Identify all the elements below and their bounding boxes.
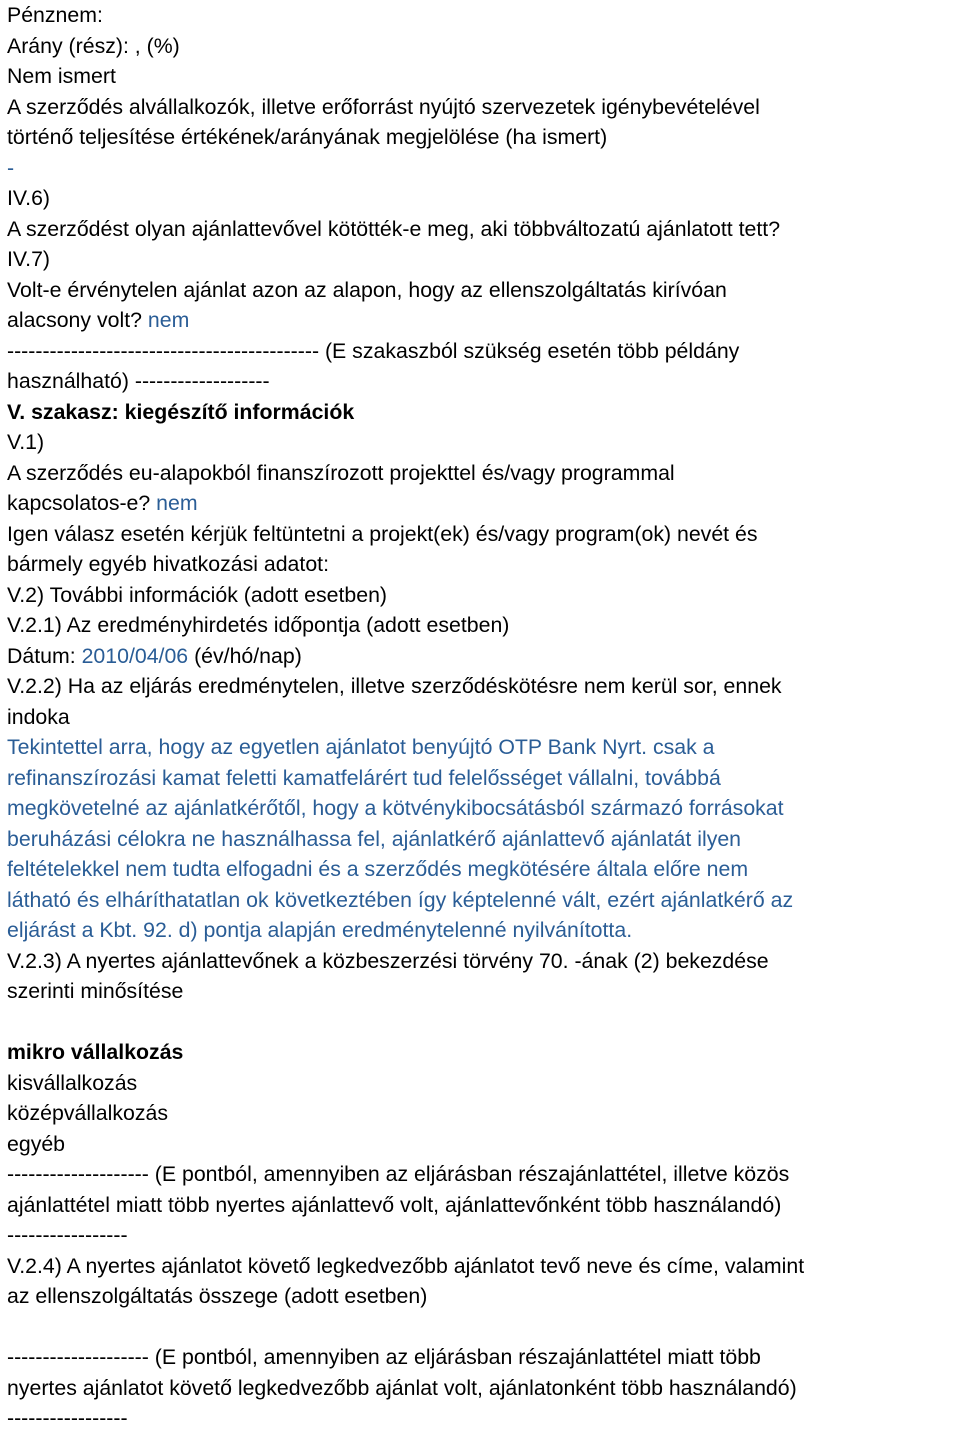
line-label: egyéb	[7, 1131, 66, 1156]
text-line	[7, 244, 960, 275]
line-label: alacsony volt?	[7, 308, 148, 332]
field-value: nem	[156, 491, 198, 515]
text-line	[7, 305, 960, 336]
field-value: eljárást a Kbt. 92. d) pontja alapján eredménytelenné nyilvánította.	[7, 918, 633, 942]
document-body	[7, 0, 960, 1434]
field-value: feltételekkel nem tudta elfogadni és a szerződés megkötésére általa előre nem	[7, 857, 749, 881]
line-label: középvállalkozás	[7, 1101, 168, 1125]
line-label: A szerződés eu-alapokból finanszírozott projekttel és/vagy programmal	[7, 460, 675, 485]
field-value: 2010/04/06	[81, 643, 189, 668]
text-line	[7, 1190, 960, 1221]
field-value: Tekintettel arra, hogy az egyetlen ajánlatot benyújtó OTP Bank Nyrt. csak a	[7, 735, 715, 759]
line-label: A szerződés alvállalkozók, illetve erőforrást nyújtó szervezetek igénybevételével	[7, 94, 760, 119]
line-suffix: (év/hó/nap)	[188, 643, 302, 668]
text-line	[7, 519, 960, 550]
text-line	[7, 1159, 960, 1190]
line-label: indoka	[7, 704, 70, 729]
line-label: -----------------	[7, 1223, 128, 1247]
field-value: refinanszírozási kamat feletti kamatfelárért tud felelősséget vállalni, továbbá	[7, 765, 721, 790]
line-label: az ellenszolgáltatás összege (adott esetben)	[7, 1284, 428, 1308]
field-value: megkövetelné az ajánlatkérőtől, hogy a kötvénykibocsátásból származó forrásokat	[7, 796, 784, 820]
text-line	[7, 0, 960, 31]
text-line	[7, 915, 960, 946]
line-label: Nem ismert	[7, 64, 116, 88]
text-line	[7, 946, 960, 977]
text-line	[7, 854, 960, 885]
text-line	[7, 31, 960, 62]
text-line	[7, 1342, 960, 1373]
line-label: V.2.3) A nyertes ajánlattevőnek a közbeszerzési törvény 70. -ának (2) bekezdése	[7, 948, 769, 973]
text-line	[7, 793, 960, 824]
text-line	[7, 275, 960, 306]
section-heading	[7, 1037, 960, 1068]
text-line	[7, 61, 960, 92]
line-label: IV.6)	[7, 186, 51, 210]
text-line	[7, 1373, 960, 1404]
line-label: -------------------------------------------- (E szakaszból szükség esetén több példány	[7, 338, 740, 363]
text-line	[7, 1098, 960, 1129]
line-label: IV.7)	[7, 247, 51, 271]
text-line	[7, 92, 960, 123]
field-value: nem	[147, 308, 190, 332]
text-line	[7, 671, 960, 702]
text-line	[7, 702, 960, 733]
text-line	[7, 1281, 960, 1312]
line-label: mikro vállalkozás	[7, 1040, 184, 1064]
line-label: A szerződést olyan ajánlattevővel kötötték-e meg, aki többváltozatú ajánlatott tett?	[7, 216, 781, 241]
line-label: történő teljesítése értékének/arányának megjelölése (ha ismert)	[7, 125, 608, 149]
text-line	[7, 122, 960, 153]
line-label: kisvállalkozás	[7, 1070, 138, 1095]
text-line	[7, 214, 960, 245]
line-label: kapcsolatos-e?	[7, 491, 157, 515]
text-line	[7, 336, 960, 367]
text-line	[7, 153, 960, 184]
text-line	[7, 549, 960, 580]
text-line	[7, 885, 960, 916]
text-line	[7, 641, 960, 672]
text-line	[7, 580, 960, 611]
text-line	[7, 1403, 960, 1434]
field-value: beruházási célokra ne használhassa fel, ajánlatkérő ajánlattevő ajánlatát ilyen	[7, 826, 742, 851]
text-line	[7, 183, 960, 214]
line-label: -----------------	[7, 1406, 128, 1430]
text-line	[7, 366, 960, 397]
field-value: -	[7, 155, 15, 180]
blank-line	[7, 1007, 960, 1038]
line-label: V. szakasz: kiegészítő információk	[7, 399, 355, 424]
line-label: V.2) További információk (adott esetben)	[7, 582, 388, 607]
text-line	[7, 458, 960, 489]
section-heading	[7, 397, 960, 428]
line-label: -------------------- (E pontból, amennyiben az eljárásban részajánlattétel miatt több	[7, 1345, 761, 1369]
text-line	[7, 976, 960, 1007]
text-line	[7, 1068, 960, 1099]
line-label: V.1)	[7, 430, 45, 454]
line-label: ajánlattétel miatt több nyertes ajánlattevő volt, ajánlattevőnként több használandó)	[7, 1192, 782, 1217]
line-label: V.2.4) A nyertes ajánlatot követő legkedvezőbb ajánlatot tevő neve és címe, valamint	[7, 1253, 805, 1278]
line-label: Dátum:	[7, 643, 82, 668]
text-line	[7, 1220, 960, 1251]
text-line	[7, 824, 960, 855]
line-label: Arány (rész): , (%)	[7, 33, 180, 58]
line-label: nyertes ajánlatot követő legkedvezőbb ajánlat volt, ajánlatonként több használandó)	[7, 1375, 797, 1400]
line-label: -------------------- (E pontból, amennyiben az eljárásban részajánlattétel, illetve közös	[7, 1162, 790, 1186]
text-line	[7, 488, 960, 519]
text-line	[7, 732, 960, 763]
line-label: bármely egyéb hivatkozási adatot:	[7, 552, 330, 576]
line-label: Volt-e érvénytelen ajánlat azon az alapon, hogy az ellenszolgáltatás kirívóan	[7, 277, 727, 302]
field-value: látható és elháríthatatlan ok következtében így képtelenné vált, ezért ajánlatkérő az	[7, 887, 794, 912]
text-line	[7, 1129, 960, 1160]
text-line	[7, 1251, 960, 1282]
line-label: V.2.2) Ha az eljárás eredménytelen, illetve szerződéskötésre nem kerül sor, ennek	[7, 674, 782, 698]
line-label: használható) -------------------	[7, 369, 270, 393]
text-line	[7, 763, 960, 794]
text-line	[7, 427, 960, 458]
line-label: Igen válasz esetén kérjük feltüntetni a projekt(ek) és/vagy program(ok) nevét és	[7, 521, 758, 546]
blank-line	[7, 1312, 960, 1343]
line-label: szerinti minősítése	[7, 979, 184, 1003]
line-label: Pénznem:	[7, 3, 103, 27]
text-line	[7, 610, 960, 641]
line-label: V.2.1) Az eredményhirdetés időpontja (adott esetben)	[7, 613, 510, 637]
